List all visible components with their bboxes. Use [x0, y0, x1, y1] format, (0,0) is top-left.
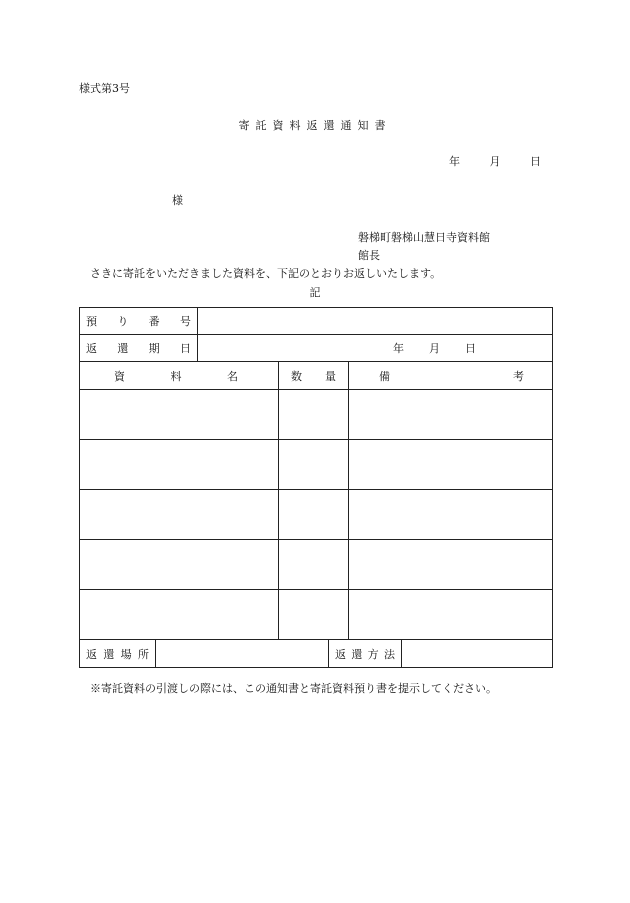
issue-date-year: 年 — [449, 155, 460, 168]
material-name-cell[interactable] — [80, 440, 279, 490]
document-title: 寄託資料返還通知書 — [238, 119, 392, 132]
return-date-value[interactable] — [198, 335, 553, 362]
return-place-value[interactable] — [156, 640, 329, 668]
return-date-day: 日 — [465, 342, 477, 355]
deposit-number-row — [80, 308, 553, 335]
deposit-number-label: 預 り 番 号 — [80, 308, 198, 335]
return-place-method-row — [80, 640, 553, 668]
column-header-row — [80, 362, 553, 390]
return-date-label: 返 還 期 日 — [80, 335, 198, 362]
return-date-year: 年 — [393, 342, 405, 355]
issue-date-day: 日 — [530, 155, 541, 168]
material-name-cell[interactable] — [80, 490, 279, 540]
deposit-number-value[interactable] — [198, 308, 553, 335]
table-row — [80, 590, 553, 640]
remarks-cell[interactable] — [349, 490, 553, 540]
quantity-cell[interactable] — [279, 540, 349, 590]
form-number: 様式第3号 — [79, 82, 130, 95]
material-name-header: 資 料 名 — [80, 362, 279, 390]
remarks-cell[interactable] — [349, 540, 553, 590]
return-place-label: 返 還 場 所 — [80, 640, 156, 668]
quantity-header: 数 量 — [279, 362, 349, 390]
remarks-cell[interactable] — [349, 440, 553, 490]
footnote: ※寄託資料の引渡しの際には、この通知書と寄託資料預り書を提示してください。 — [90, 682, 497, 695]
material-name-cell[interactable] — [80, 540, 279, 590]
sender-title: 館長 — [358, 249, 380, 262]
issue-date-month: 月 — [489, 155, 501, 168]
table-row — [80, 390, 553, 440]
remarks-cell[interactable] — [349, 590, 553, 640]
return-method-value[interactable] — [402, 640, 553, 668]
quantity-cell[interactable] — [279, 440, 349, 490]
notice-message: さきに寄託をいただきました資料を、下記のとおりお返しいたします。 — [90, 267, 442, 280]
remarks-header: 備 考 — [349, 362, 553, 390]
quantity-cell[interactable] — [279, 590, 349, 640]
quantity-cell[interactable] — [279, 390, 349, 440]
ki-label: 記 — [309, 286, 321, 299]
table-row — [80, 490, 553, 540]
material-name-cell[interactable] — [80, 590, 279, 640]
material-name-cell[interactable] — [80, 390, 279, 440]
return-date-row — [80, 335, 553, 362]
quantity-cell[interactable] — [279, 490, 349, 540]
issue-date — [449, 155, 541, 169]
table-row — [80, 540, 553, 590]
table-row — [80, 440, 553, 490]
return-date-month: 月 — [429, 342, 441, 355]
remarks-cell[interactable] — [349, 390, 553, 440]
recipient-suffix: 様 — [172, 194, 183, 207]
sender-organization: 磐梯町磐梯山慧日寺資料館 — [358, 231, 490, 244]
return-details-table — [79, 307, 553, 668]
return-method-label: 返 還 方 法 — [329, 640, 402, 668]
